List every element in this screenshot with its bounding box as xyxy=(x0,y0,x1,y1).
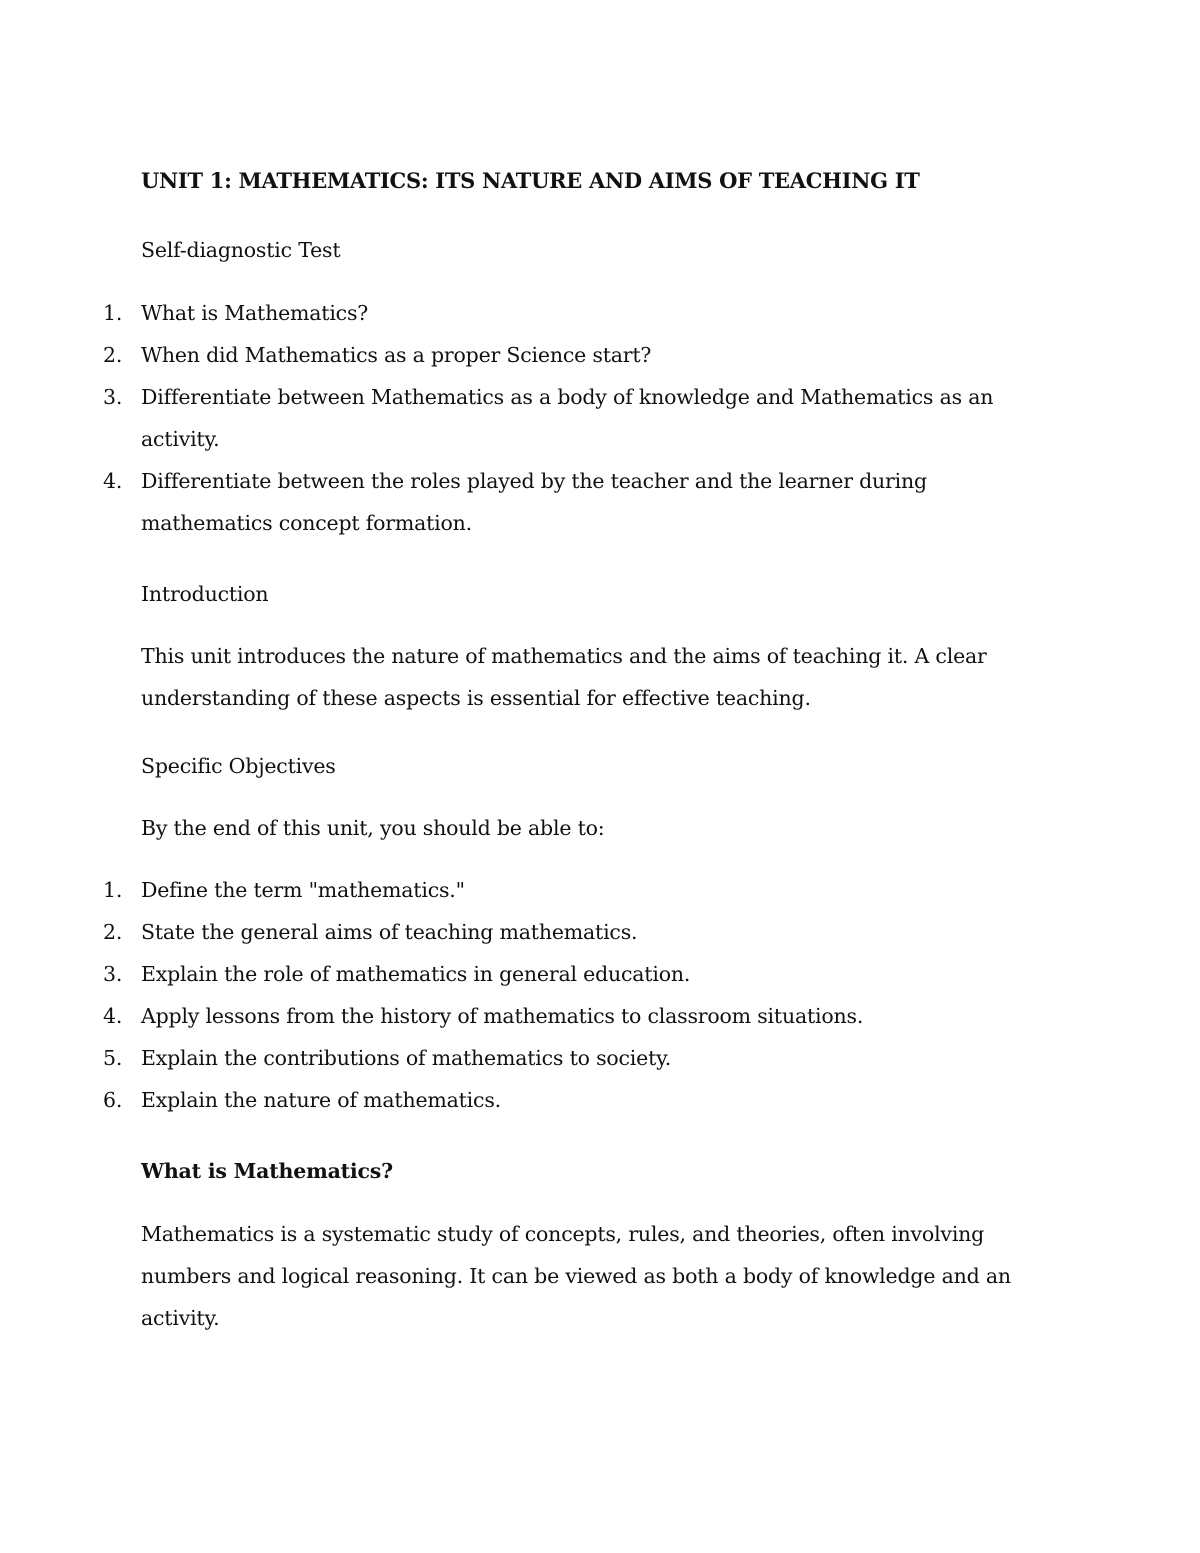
list-number: 4. xyxy=(103,1004,123,1028)
list-item-text: Define the term "mathematics." xyxy=(141,878,465,902)
list-number: 2. xyxy=(103,920,123,944)
list-item xyxy=(0,1037,1021,1079)
introduction-text: This unit introduces the nature of mathematics and the aims of teaching it. A clear understanding of these aspects is essential for effective teaching. xyxy=(141,644,987,710)
list-item xyxy=(0,869,1021,911)
list-item xyxy=(0,995,1021,1037)
list-item-text: Differentiate between the roles played by the teacher and the learner during mathematics concept formation. xyxy=(141,469,927,535)
list-item-text: State the general aims of teaching mathematics. xyxy=(141,920,638,944)
list-number: 4. xyxy=(103,469,123,493)
self-diagnostic-list xyxy=(0,292,1100,544)
list-item-text: Differentiate between Mathematics as a body of knowledge and Mathematics as an activity. xyxy=(141,385,994,451)
list-item-text: Explain the role of mathematics in general education. xyxy=(141,962,691,986)
list-item xyxy=(0,911,1021,953)
list-number: 5. xyxy=(103,1046,123,1070)
list-number: 3. xyxy=(103,962,123,986)
self-diagnostic-heading: Self-diagnostic Test xyxy=(141,238,341,262)
what-is-math-text: Mathematics is a systematic study of concepts, rules, and theories, often involving numbers and logical reasoning. It can be viewed as both a body of knowledge and an activity. xyxy=(141,1222,1011,1330)
list-item-text: Explain the contributions of mathematics to society. xyxy=(141,1046,672,1070)
objectives-lead: By the end of this unit, you should be able to: xyxy=(141,816,605,840)
unit-title: UNIT 1: MATHEMATICS: ITS NATURE AND AIMS OF TEACHING IT xyxy=(141,168,920,193)
list-item xyxy=(0,1079,1021,1121)
list-item xyxy=(0,292,1021,334)
list-item-text: Explain the nature of mathematics. xyxy=(141,1088,501,1112)
list-item xyxy=(0,460,1021,544)
objectives-list xyxy=(0,869,1100,1121)
list-item-text: Apply lessons from the history of mathematics to classroom situations. xyxy=(141,1004,864,1028)
list-number: 3. xyxy=(103,385,123,409)
what-is-math-heading: What is Mathematics? xyxy=(141,1159,393,1183)
list-number: 2. xyxy=(103,343,123,367)
list-item xyxy=(0,953,1021,995)
list-item-text: What is Mathematics? xyxy=(141,301,369,325)
list-item-text: When did Mathematics as a proper Science start? xyxy=(141,343,652,367)
list-item xyxy=(0,376,1021,460)
list-item xyxy=(0,334,1021,376)
list-number: 1. xyxy=(103,878,123,902)
list-number: 1. xyxy=(103,301,123,325)
list-number: 6. xyxy=(103,1088,123,1112)
introduction-heading: Introduction xyxy=(141,582,269,606)
objectives-heading: Specific Objectives xyxy=(141,754,336,778)
